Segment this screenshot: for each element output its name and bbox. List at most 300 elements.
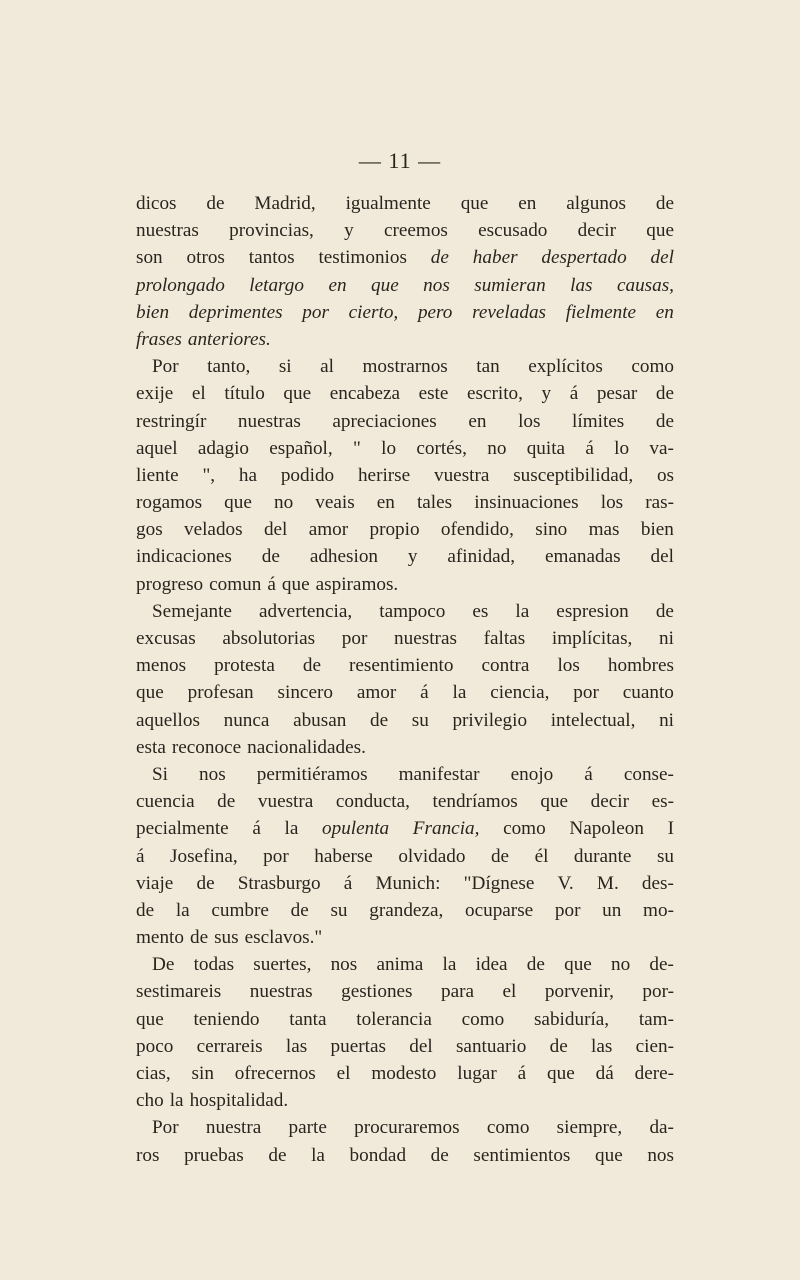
word: bien xyxy=(640,519,674,541)
word: son xyxy=(136,247,163,269)
word: por xyxy=(302,301,329,323)
word: teniendo xyxy=(193,1008,260,1030)
word: idea xyxy=(475,954,508,976)
word: Si xyxy=(152,763,169,785)
text-line xyxy=(136,870,674,897)
word: mo- xyxy=(643,899,674,921)
word: tampoco xyxy=(379,600,446,622)
word: que xyxy=(224,492,252,514)
text-line xyxy=(136,625,674,652)
text-line xyxy=(136,462,674,489)
word: haberse xyxy=(314,845,373,867)
word: dá xyxy=(595,1063,614,1084)
word: que xyxy=(646,220,674,242)
word: propio xyxy=(369,519,420,541)
word: del xyxy=(650,247,674,269)
word: que xyxy=(595,1144,623,1166)
word: por xyxy=(554,899,581,921)
word: de xyxy=(655,193,674,214)
word: en xyxy=(328,274,347,296)
word: no xyxy=(487,437,507,459)
word: á xyxy=(252,818,261,840)
word: vuestra xyxy=(433,464,490,486)
word: cias, xyxy=(136,1063,171,1084)
word: las xyxy=(570,274,593,296)
word: el xyxy=(191,383,206,405)
word: rogamos xyxy=(136,492,203,514)
word: el xyxy=(336,1063,351,1084)
word: protesta xyxy=(214,655,275,677)
text-line xyxy=(136,272,674,299)
word: testimonios xyxy=(318,247,407,269)
word: por- xyxy=(642,981,674,1003)
word: de xyxy=(549,1035,568,1057)
word: tales xyxy=(416,492,453,514)
word: amor xyxy=(356,682,397,704)
word: tan xyxy=(476,356,500,378)
word: gestiones xyxy=(341,981,413,1003)
word: las xyxy=(285,1035,308,1057)
word: herirse xyxy=(357,464,411,486)
word: á xyxy=(585,437,594,459)
word: amor xyxy=(308,519,349,541)
text-line xyxy=(136,1033,674,1060)
text-line xyxy=(136,408,674,435)
text-line xyxy=(136,843,674,870)
word: ras- xyxy=(645,492,674,514)
word: á xyxy=(517,1063,527,1084)
word: por xyxy=(263,845,289,867)
word: hombres xyxy=(607,655,674,677)
word: Por xyxy=(152,1117,179,1139)
word: espresion xyxy=(556,600,629,622)
text-line xyxy=(136,598,674,625)
text-line xyxy=(136,1006,674,1033)
word: algunos xyxy=(566,193,626,214)
word: menos xyxy=(136,655,187,677)
word: liente xyxy=(136,464,179,486)
word: como xyxy=(631,356,674,378)
text-line xyxy=(136,897,674,924)
word: la xyxy=(515,600,530,622)
word: susceptibilidad, xyxy=(513,464,634,486)
word: implícitas, xyxy=(551,628,633,649)
word: cuanto xyxy=(622,682,674,704)
word: deprimentes xyxy=(188,301,283,323)
word: de xyxy=(430,247,449,269)
word: que xyxy=(281,573,310,595)
word: sincero xyxy=(277,682,333,704)
word: esta xyxy=(136,736,166,758)
word: ha xyxy=(238,464,258,486)
word: de xyxy=(655,600,674,622)
word: "Dígnese xyxy=(463,872,535,894)
word: como xyxy=(461,1008,505,1030)
text-line xyxy=(136,924,674,951)
word: á xyxy=(343,872,353,894)
word: la xyxy=(284,818,299,840)
word: escrito, xyxy=(467,383,523,405)
word: las xyxy=(591,1035,613,1057)
word: prolongado xyxy=(136,274,225,296)
word: de xyxy=(655,410,674,432)
word: Por xyxy=(152,356,179,378)
word: sabiduría, xyxy=(533,1008,610,1030)
word: viaje xyxy=(136,872,174,894)
word: cuencia xyxy=(136,791,195,813)
word: aspiramos. xyxy=(315,573,399,595)
word: nunca xyxy=(223,709,270,731)
word: emanadas xyxy=(544,546,621,568)
word: reconoce xyxy=(171,736,242,758)
word: si xyxy=(278,356,292,378)
word: es xyxy=(472,600,489,622)
word: á xyxy=(267,573,276,595)
word: ciencia, xyxy=(490,682,550,704)
word: modesto xyxy=(371,1063,437,1084)
word: puertas xyxy=(330,1035,386,1057)
word: V. xyxy=(557,872,574,894)
word: de xyxy=(206,193,225,214)
word: sentimientos xyxy=(473,1144,571,1166)
text-line xyxy=(136,734,674,761)
word: esclavos." xyxy=(244,927,323,949)
word: ros xyxy=(136,1144,160,1166)
word: encabeza xyxy=(329,383,400,405)
text-line xyxy=(136,951,674,978)
word: conse- xyxy=(623,763,674,785)
text-line xyxy=(136,1142,674,1169)
text-line xyxy=(136,190,674,217)
word: hospitalidad. xyxy=(189,1090,289,1112)
word: de xyxy=(526,954,545,976)
word: la xyxy=(442,954,457,976)
word: Madrid, xyxy=(254,193,316,214)
text-line xyxy=(136,489,674,516)
word: anteriores. xyxy=(187,328,271,350)
word: de xyxy=(655,383,674,405)
text-line xyxy=(136,516,674,543)
word: lo xyxy=(614,437,630,459)
word: resentimiento xyxy=(349,655,454,677)
word: letargo xyxy=(249,274,304,296)
word: cierto, xyxy=(348,301,399,323)
word: grandeza, xyxy=(369,899,444,921)
word: dere- xyxy=(634,1063,674,1084)
word: cho xyxy=(136,1090,164,1112)
word: de xyxy=(302,655,322,677)
word: que xyxy=(460,193,489,214)
word: todas xyxy=(193,954,235,976)
word: tanto, xyxy=(207,356,251,378)
word: de xyxy=(290,899,309,921)
word: de xyxy=(261,546,280,568)
word: decir xyxy=(590,791,630,813)
text-line xyxy=(136,353,674,380)
word: los xyxy=(518,410,541,432)
word: nos xyxy=(330,954,358,976)
word: insinuaciones xyxy=(474,492,579,514)
word: que xyxy=(540,791,569,813)
word: sus xyxy=(214,927,239,949)
word: la xyxy=(452,682,467,704)
word: del xyxy=(409,1035,433,1057)
word: va- xyxy=(649,437,674,459)
text-line xyxy=(136,217,674,244)
word: mas xyxy=(588,519,620,541)
word: nacionalidades. xyxy=(247,736,366,758)
word: cumbre xyxy=(211,899,269,921)
word: gos xyxy=(136,519,163,541)
word: De xyxy=(152,954,175,976)
word: cien- xyxy=(635,1035,674,1057)
word: la xyxy=(311,1144,325,1166)
word: es- xyxy=(651,791,674,813)
word: olvidado xyxy=(398,845,466,867)
word: sino xyxy=(535,519,568,541)
word: profesan xyxy=(187,682,254,704)
word: quita xyxy=(526,437,566,459)
word: los xyxy=(600,492,624,514)
word: que xyxy=(564,954,592,976)
word: manifestar xyxy=(398,763,480,785)
word: lugar xyxy=(457,1063,497,1084)
word: anima xyxy=(376,954,424,976)
word: de xyxy=(196,872,215,894)
text-line xyxy=(136,1087,674,1114)
word: español, xyxy=(269,437,333,459)
word: como xyxy=(486,1117,530,1139)
word: dicos xyxy=(136,193,177,214)
word: causas, xyxy=(616,274,674,296)
word: Josefina, xyxy=(170,845,238,867)
word: de xyxy=(217,791,236,813)
word: en xyxy=(376,492,395,514)
word: al xyxy=(320,356,334,378)
word: explícitos xyxy=(528,356,603,378)
text-line xyxy=(136,1060,674,1087)
word: de- xyxy=(649,954,674,976)
word: tam- xyxy=(638,1008,674,1030)
word: poco xyxy=(136,1035,174,1057)
word: Strasburgo xyxy=(237,872,321,894)
word: aquel xyxy=(136,437,178,459)
word: este xyxy=(418,383,449,405)
word: I xyxy=(667,818,674,840)
word: faltas xyxy=(483,628,526,649)
word: el xyxy=(502,981,517,1003)
word: escusado xyxy=(478,220,548,242)
word: de xyxy=(490,845,510,867)
word: que xyxy=(547,1063,575,1084)
word: nuestra xyxy=(205,1117,262,1139)
word: en xyxy=(655,301,674,323)
word: igualmente xyxy=(345,193,431,214)
text-line xyxy=(136,788,674,815)
word: podido xyxy=(280,464,335,486)
word: " xyxy=(352,437,361,459)
word: reveladas xyxy=(472,301,547,323)
word: aquellos xyxy=(136,709,200,731)
word: nos xyxy=(199,763,226,785)
word: comun xyxy=(209,573,262,595)
word: á xyxy=(584,763,593,785)
body-text xyxy=(136,190,674,1169)
word: él xyxy=(534,845,549,867)
word: del xyxy=(263,519,288,541)
word: enojo xyxy=(510,763,554,785)
word: despertado xyxy=(541,247,627,269)
word: Semejante xyxy=(152,600,232,622)
word: tolerancia xyxy=(356,1008,432,1030)
word: ofendido, xyxy=(440,519,514,541)
text-line xyxy=(136,815,674,842)
word: progreso xyxy=(136,573,204,595)
word: porvenir, xyxy=(544,981,614,1003)
word: nos xyxy=(647,1144,674,1166)
word: un xyxy=(602,899,622,921)
word: cortés, xyxy=(416,437,467,459)
word: bondad xyxy=(349,1144,407,1166)
word: abusan xyxy=(293,709,347,731)
word: Francia, xyxy=(412,818,480,840)
word: velados xyxy=(183,519,243,541)
text-line xyxy=(136,326,674,353)
word: os xyxy=(656,464,674,486)
word: conducta, xyxy=(335,791,410,813)
word: en xyxy=(468,410,487,432)
word: ofrecernos xyxy=(234,1063,316,1084)
word: decir xyxy=(577,220,617,242)
word: nuestras xyxy=(237,410,301,432)
word: por xyxy=(573,682,599,704)
word: contra xyxy=(481,655,530,677)
word: adagio xyxy=(197,437,249,459)
word: da- xyxy=(649,1117,674,1139)
word: excusas xyxy=(136,628,196,649)
text-line xyxy=(136,380,674,407)
word: su xyxy=(330,899,348,921)
text-line xyxy=(136,761,674,788)
word: procuraremos xyxy=(354,1117,460,1139)
word: vuestra xyxy=(257,791,314,813)
word: la xyxy=(169,1090,184,1112)
word: ocuparse xyxy=(464,899,534,921)
word: intelectual, xyxy=(550,709,636,731)
word: y xyxy=(344,220,354,242)
word: sin xyxy=(191,1063,214,1084)
word: los xyxy=(557,655,580,677)
word: nuestras xyxy=(249,981,313,1003)
word: parte xyxy=(288,1117,327,1139)
word: título xyxy=(224,383,265,405)
word: lo xyxy=(381,437,397,459)
word: restringír xyxy=(136,410,207,432)
word: nuestras xyxy=(136,220,199,242)
word: del xyxy=(650,546,674,568)
word: mostrarnos xyxy=(362,356,448,378)
word: de xyxy=(369,709,389,731)
word: de xyxy=(189,927,209,949)
text-line xyxy=(136,571,674,598)
word: des- xyxy=(641,872,674,894)
word: veais xyxy=(315,492,355,514)
word: no xyxy=(273,492,294,514)
word: á xyxy=(569,383,579,405)
word: de xyxy=(136,899,155,921)
word: siempre, xyxy=(556,1117,623,1139)
word: por xyxy=(341,628,368,649)
word: pruebas xyxy=(184,1144,244,1166)
word: M. xyxy=(596,872,619,894)
word: santuario xyxy=(455,1035,527,1057)
word: que xyxy=(283,383,312,405)
word: no xyxy=(611,954,631,976)
word: nos xyxy=(423,274,450,296)
word: tendríamos xyxy=(432,791,518,813)
word: adhesion xyxy=(309,546,379,568)
word: en xyxy=(518,193,537,214)
word: provincias, xyxy=(229,220,314,242)
word: su xyxy=(411,709,429,731)
word: su xyxy=(656,845,674,867)
word: advertencia, xyxy=(258,600,353,622)
word: creemos xyxy=(383,220,448,242)
word: sestimareis xyxy=(136,981,222,1003)
word: tanta xyxy=(289,1008,327,1030)
word: nuestras xyxy=(394,628,457,649)
word: indicaciones xyxy=(136,546,232,568)
word: de xyxy=(430,1144,449,1166)
word: frases xyxy=(136,328,182,350)
word: exije xyxy=(136,383,174,405)
word: á xyxy=(136,845,145,867)
word: ni xyxy=(659,709,674,731)
word: Napoleon xyxy=(569,818,644,840)
word: Munich: xyxy=(375,872,441,894)
word: sumieran xyxy=(474,274,546,296)
word: que xyxy=(136,682,164,704)
word: tantos xyxy=(248,247,295,269)
word: mento xyxy=(136,927,184,949)
word: como xyxy=(503,818,546,840)
word: y xyxy=(541,383,552,405)
word: afinidad, xyxy=(447,546,516,568)
word: pecialmente xyxy=(136,818,229,840)
word: pero xyxy=(417,301,453,323)
word: la xyxy=(175,899,190,921)
word: á xyxy=(420,682,429,704)
text-line xyxy=(136,652,674,679)
word: apreciaciones xyxy=(332,410,437,432)
text-line xyxy=(136,244,674,271)
word: privilegio xyxy=(452,709,528,731)
text-line xyxy=(136,707,674,734)
word: permitiéramos xyxy=(256,763,368,785)
word: ", xyxy=(202,464,216,486)
page-number: — 11 — xyxy=(358,148,442,173)
word: absolutorias xyxy=(222,628,316,649)
word: suertes, xyxy=(253,954,312,976)
word: cerrareis xyxy=(196,1035,263,1057)
word: ni xyxy=(659,628,674,649)
word: opulenta xyxy=(322,818,390,840)
word: de xyxy=(268,1144,287,1166)
word: para xyxy=(441,981,475,1003)
word: límites xyxy=(572,410,625,432)
text-line xyxy=(136,299,674,326)
text-line xyxy=(136,679,674,706)
